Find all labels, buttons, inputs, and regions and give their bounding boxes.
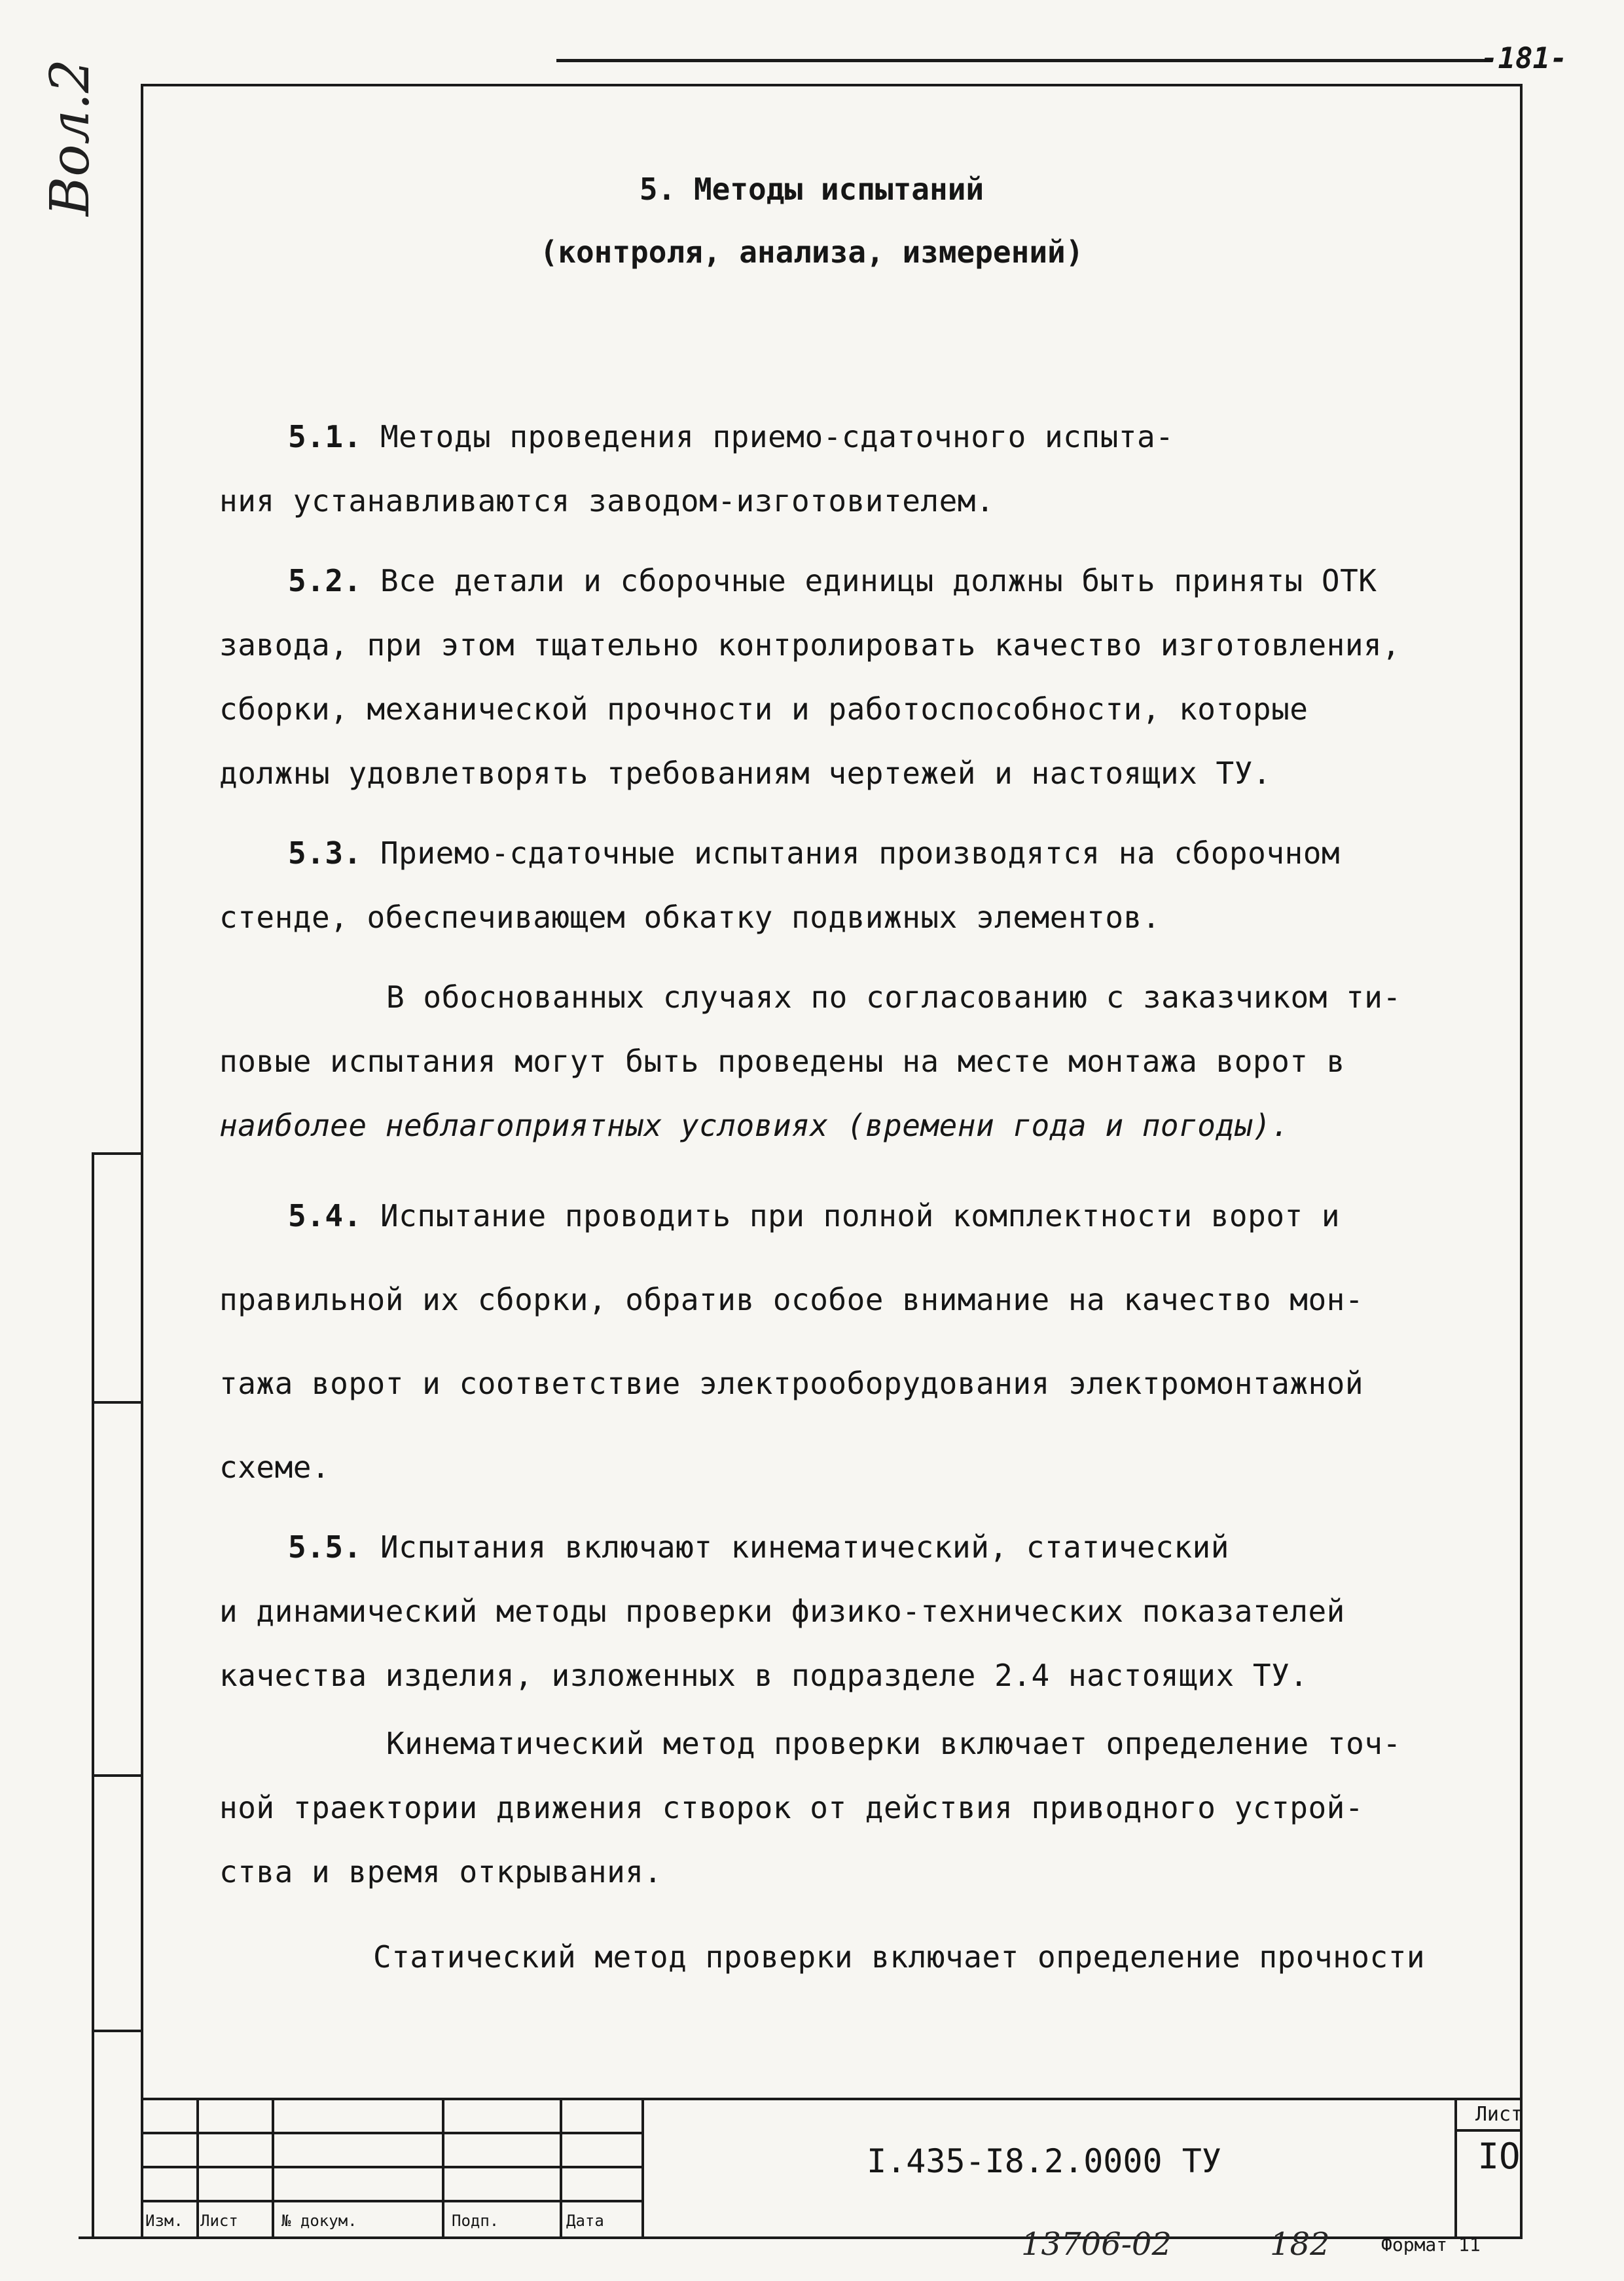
stamp-col-izm: Изм.	[145, 2212, 183, 2230]
paragraph-line: качества изделия, изложенных в подразделе 2.4 настоящих ТУ.	[219, 1658, 1308, 1693]
section-title: 5. Методы испытаний	[639, 172, 984, 207]
paragraph-5-3	[288, 835, 1340, 871]
frame-right	[1520, 84, 1523, 2238]
stamp-row-line	[141, 2166, 641, 2168]
paragraph-number: 5.5.	[288, 1529, 362, 1565]
top-overline	[556, 59, 1492, 62]
left-strip-tick	[92, 1152, 143, 1155]
bottom-handwritten-number: 13706-02	[1021, 2226, 1172, 2263]
sheet-label: Лист	[1475, 2103, 1523, 2126]
paragraph-line: должны удовлетворять требованиям чертежей и настоящих ТУ.	[219, 756, 1272, 791]
paragraph-5-5	[288, 1529, 1229, 1565]
stamp-row-line	[141, 2132, 641, 2134]
stamp-sheet-divider	[1454, 2129, 1520, 2132]
paragraph-line: схеме.	[219, 1450, 331, 1485]
paragraph-line: правильной их сборки, обратив особое внимание на качество мон-	[219, 1282, 1364, 1317]
left-strip-tick	[92, 1774, 143, 1777]
paragraph-line: ства и время открывания.	[219, 1854, 662, 1889]
paragraph-text: Испытание проводить при полной комплектности ворот и	[380, 1198, 1341, 1233]
paragraph-indented: Кинематический метод проверки включает определение точ-	[386, 1726, 1401, 1761]
paragraph-text: Методы проведения приемо-сдаточного испыта-	[380, 419, 1174, 454]
paragraph-line: и динамический методы проверки физико-технических показателей	[219, 1594, 1345, 1629]
stamp-col-line	[641, 2098, 644, 2236]
stamp-col-line	[272, 2098, 274, 2236]
stamp-col-list: Лист	[200, 2212, 238, 2230]
format-label: Формат 11	[1381, 2234, 1481, 2255]
frame-top	[141, 84, 1521, 86]
document-code: I.435-I8.2.0000 ТУ	[867, 2142, 1221, 2180]
stamp-col-date: Дата	[566, 2212, 604, 2230]
paragraph-indented: Статический метод проверки включает определение прочности	[373, 1939, 1426, 1975]
paragraph-line: повые испытания могут быть проведены на месте монтажа ворот в	[219, 1044, 1345, 1079]
paragraph-text: Все детали и сборочные единицы должны быть приняты ОТК	[380, 563, 1377, 598]
sheet-number: IO	[1477, 2136, 1521, 2177]
paragraph-line: тажа ворот и соответствие электрооборудования электромонтажной	[219, 1366, 1364, 1401]
frame-left	[141, 84, 143, 2238]
paragraph-line: наиболее неблагоприятных условиях (времени года и погоды).	[219, 1108, 1290, 1143]
paragraph-number: 5.4.	[288, 1198, 362, 1233]
page-number: -181-	[1481, 42, 1568, 75]
paragraph-number: 5.1.	[288, 419, 362, 454]
paragraph-line: ния устанавливаются заводом-изготовителем.	[219, 483, 995, 519]
stamp-top-line	[141, 2098, 1521, 2100]
stamp-col-line	[560, 2098, 562, 2236]
paragraph-number: 5.2.	[288, 563, 362, 598]
paragraph-5-2	[288, 563, 1377, 598]
stamp-row-line	[141, 2200, 641, 2202]
section-subtitle: (контроля, анализа, измерений)	[539, 234, 1084, 270]
bottom-handwritten-number: 182	[1270, 2226, 1330, 2263]
left-strip-tick	[92, 1401, 143, 1404]
paragraph-5-1	[288, 419, 1174, 454]
paragraph-text: Приемо-сдаточные испытания производятся на сборочном	[380, 835, 1341, 871]
paragraph-line: ной траектории движения створок от действия приводного устрой-	[219, 1790, 1364, 1825]
stamp-col-line	[196, 2098, 199, 2236]
margin-handwritten-note: Вол.2	[39, 58, 101, 216]
paragraph-line: стенде, обеспечивающем обкатку подвижных элементов.	[219, 900, 1161, 935]
paragraph-text: Испытания включают кинематический, статический	[380, 1529, 1229, 1565]
left-strip-line	[92, 1152, 94, 2236]
paragraph-line: завода, при этом тщательно контролировать качество изготовления,	[219, 627, 1401, 663]
paragraph-indented: В обоснованных случаях по согласованию с заказчиком ти-	[386, 979, 1401, 1015]
stamp-col-doc: № докум.	[281, 2212, 357, 2230]
paragraph-5-4	[288, 1198, 1340, 1233]
stamp-col-line	[442, 2098, 444, 2236]
stamp-col-sign: Подп.	[452, 2212, 499, 2230]
left-strip-tick	[92, 2030, 143, 2032]
stamp-col-line	[1454, 2098, 1457, 2236]
paragraph-line: сборки, механической прочности и работоспособности, которые	[219, 691, 1308, 727]
paragraph-number: 5.3.	[288, 835, 362, 871]
